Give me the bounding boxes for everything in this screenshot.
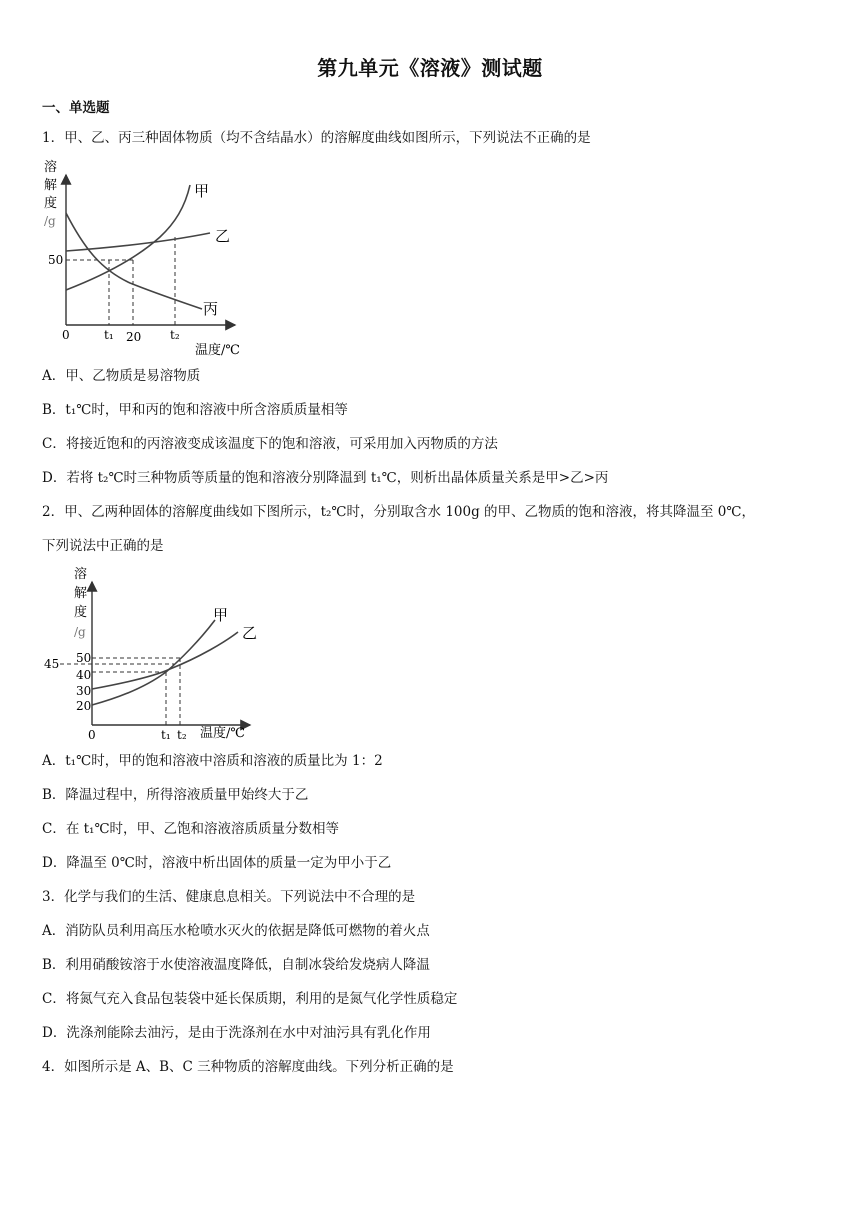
section-heading: 一、单选题 <box>42 100 110 116</box>
q1-label-yi: 乙 <box>215 227 231 245</box>
q2-curve-jia <box>92 620 215 705</box>
q2-stem-line1: 2．甲、乙两种固体的溶解度曲线如下图所示，t₂℃时，分别取含水 100g 的甲、乙物质的饱和溶液，将其降温至 0℃， <box>42 504 756 520</box>
q1-y-tick-50: 50 <box>48 253 64 267</box>
q1-ylabel-3: 度 <box>44 196 58 211</box>
q1-option-b: B．t₁℃时，甲和丙的饱和溶液中所含溶质质量相等 <box>42 402 348 418</box>
q2-stem-line2: 下列说法中正确的是 <box>42 538 164 554</box>
q1-x-tick-t1: t₁ <box>104 328 114 342</box>
q2-label-jia: 甲 <box>213 606 229 624</box>
q2-option-a: A．t₁℃时，甲的饱和溶液中溶质和溶液的质量比为 1：2 <box>42 753 383 769</box>
q2-ylabel-2: 解 <box>74 586 88 601</box>
q2-xlabel: 温度/℃ <box>200 726 245 741</box>
q2-label-yi: 乙 <box>242 624 258 642</box>
q3-option-c: C．将氮气充入食品包装袋中延长保质期，利用的是氮气化学性质稳定 <box>42 991 458 1007</box>
q1-ylabel-4: /g <box>44 214 56 228</box>
q1-curve-jia <box>66 185 190 290</box>
q2-option-c: C．在 t₁℃时，甲、乙饱和溶液溶质质量分数相等 <box>42 821 340 837</box>
q2-option-d: D．降温至 0℃时，溶液中析出固体的质量一定为甲小于乙 <box>42 855 392 871</box>
q2-x-tick-t1: t₁ <box>161 728 171 742</box>
q1-label-bing: 丙 <box>203 300 219 318</box>
q2-curve-yi <box>92 632 238 689</box>
q2-option-b: B．降温过程中，所得溶液质量甲始终大于乙 <box>42 787 309 803</box>
q3-option-b: B．利用硝酸铵溶于水使溶液温度降低，自制冰袋给发烧病人降温 <box>42 957 430 973</box>
q1-option-a: A．甲、乙物质是易溶物质 <box>42 368 201 384</box>
q2-y-tick-30: 30 <box>76 684 92 698</box>
q1-x-tick-t2: t₂ <box>170 328 180 342</box>
q1-ylabel-1: 溶 <box>44 160 58 175</box>
q3-option-a: A．消防队员利用高压水枪喷水灭火的依据是降低可燃物的着火点 <box>42 923 430 939</box>
q1-option-c: C．将接近饱和的丙溶液变成该温度下的饱和溶液，可采用加入丙物质的方法 <box>42 436 498 452</box>
q1-xlabel: 温度/℃ <box>195 343 240 358</box>
q3-option-d: D．洗涤剂能除去油污，是由于洗涤剂在水中对油污具有乳化作用 <box>42 1025 431 1041</box>
q2-solubility-chart <box>40 562 270 747</box>
q1-option-d: D．若将 t₂℃时三种物质等质量的饱和溶液分别降温到 t₁℃，则析出晶体质量关系是甲>乙>丙 <box>42 470 609 486</box>
q2-y-tick-45: 45 <box>44 657 60 671</box>
q1-ylabel-2: 解 <box>44 178 58 193</box>
q1-origin: 0 <box>62 328 70 342</box>
q2-ylabel-1: 溶 <box>74 567 88 582</box>
q2-y-tick-40: 40 <box>76 668 92 682</box>
q1-solubility-chart <box>40 155 260 360</box>
q2-ylabel-4: /g <box>74 625 86 639</box>
q2-x-tick-t2: t₂ <box>177 728 187 742</box>
q2-origin: 0 <box>88 728 96 742</box>
q2-y-tick-20: 20 <box>76 699 92 713</box>
page-title: 第九单元《溶液》测试题 <box>317 56 543 80</box>
q1-stem: 1．甲、乙、丙三种固体物质（均不含结晶水）的溶解度曲线如图所示，下列说法不正确的是 <box>42 130 591 146</box>
q4-stem: 4．如图所示是 A、B、C 三种物质的溶解度曲线。下列分析正确的是 <box>42 1059 454 1075</box>
q3-stem: 3．化学与我们的生活、健康息息相关。下列说法中不合理的是 <box>42 889 416 905</box>
q2-ylabel-3: 度 <box>74 605 88 620</box>
q1-label-jia: 甲 <box>194 182 210 200</box>
q1-curve-bing <box>66 213 202 309</box>
q2-y-tick-50: 50 <box>76 651 92 665</box>
q1-x-tick-20: 20 <box>126 330 142 344</box>
